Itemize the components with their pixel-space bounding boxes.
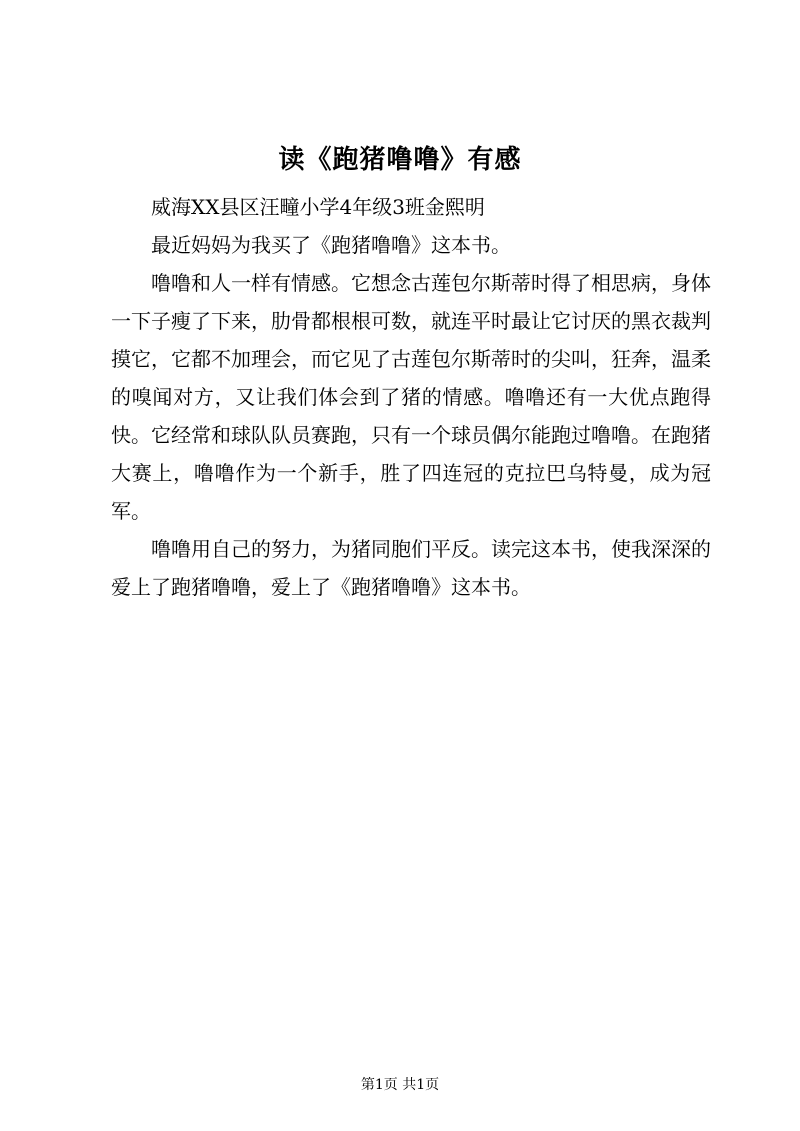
- document-title: 读《跑猪噜噜》有感: [278, 145, 522, 175]
- document-body: [111, 188, 711, 606]
- page-footer: 第1页 共1页: [360, 1077, 440, 1093]
- paragraph-conclusion: 噜噜用自己的努力，为猪同胞们平反。读完这本书，使我深深的爱上了跑猪噜噜，爱上了《跑猪噜噜》这本书。: [111, 537, 711, 599]
- paragraph-intro: 最近妈妈为我买了《跑猪噜噜》这本书。: [151, 233, 511, 257]
- paragraph-main: 噜噜和人一样有情感。它想念古莲包尔斯蒂时得了相思病，身体一下子瘦了下来，肋骨都根根可数，就连平时最让它讨厌的黑衣裁判摸它，它都不加理会，而它见了古莲包尔斯蒂时的尖叫，狂奔，温柔的嗅闻对方，又让我们体会到了猪的情感。噜噜还有一大优点跑得快。它经常和球队队员赛跑，只有一个球员偶尔能跑过噜噜。在跑猪大赛上，噜噜作为一个新手，胜了四连冠的克拉巴乌特曼，成为冠军。: [111, 271, 711, 523]
- author-line: 威海XX县区汪疃小学4年级3班金熙明: [151, 195, 485, 219]
